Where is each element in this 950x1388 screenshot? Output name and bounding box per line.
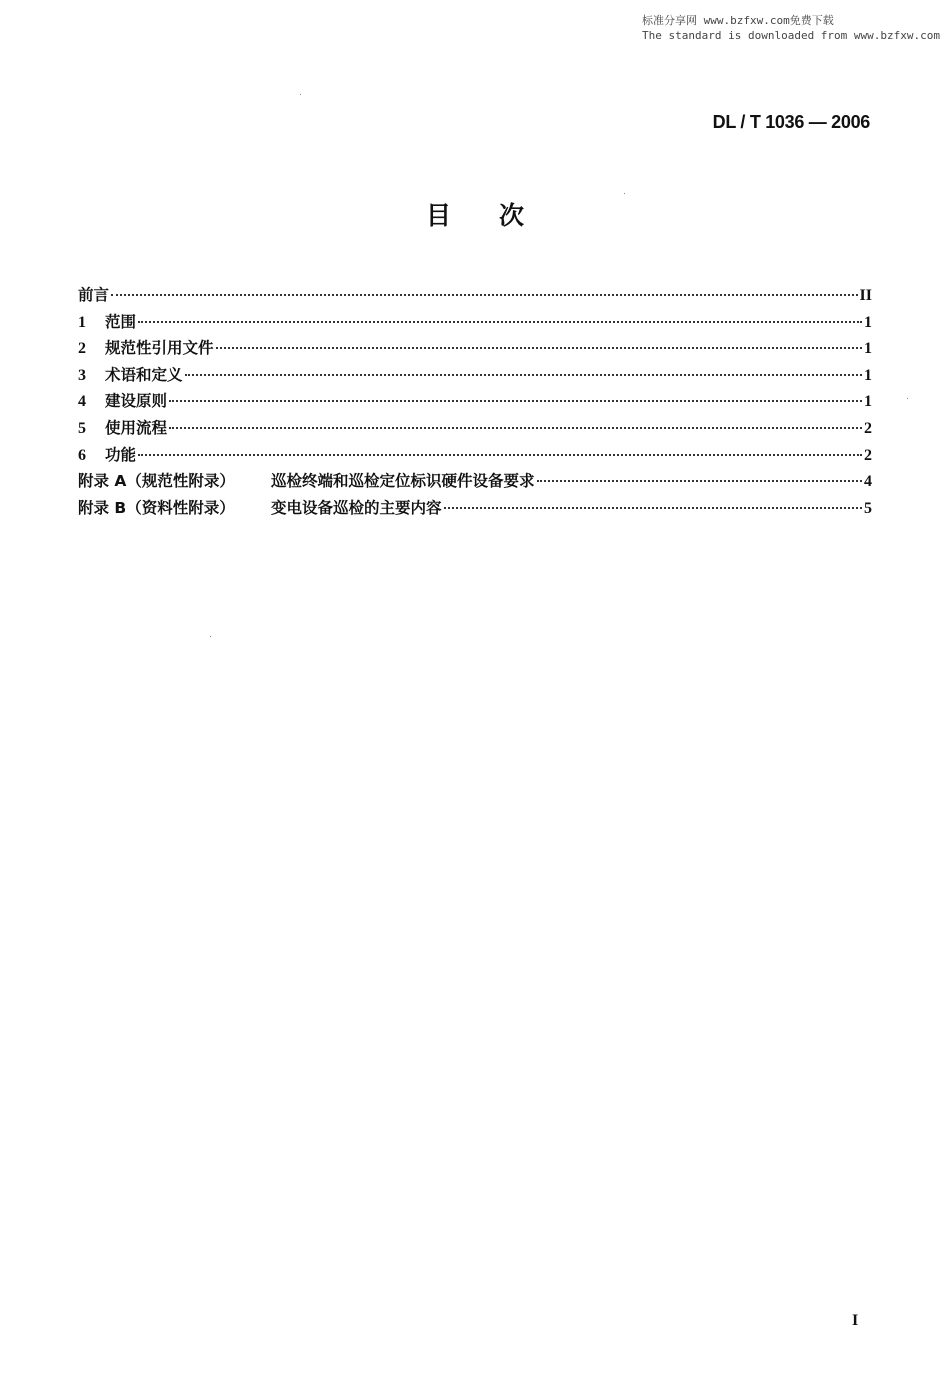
toc-entry-construction-principles[interactable]	[78, 388, 872, 415]
toc-entry-number: 5	[78, 419, 86, 437]
toc-entry-scope[interactable]	[78, 309, 872, 336]
toc-leader-dots	[169, 400, 862, 402]
watermark	[642, 13, 940, 43]
toc-entry-page: 4	[864, 473, 872, 491]
toc-entry-label: 术语和定义	[105, 365, 183, 384]
toc-leader-dots	[444, 507, 862, 509]
toc-entry-page: 1	[864, 366, 872, 384]
scan-speck	[300, 94, 301, 95]
toc-entry-label: 规范性引用文件	[105, 339, 214, 358]
toc-entry-usage-process[interactable]	[78, 415, 872, 442]
toc-leader-dots	[138, 454, 862, 456]
toc-entry-appendix-a[interactable]	[78, 468, 872, 495]
toc-leader-dots	[185, 374, 862, 376]
toc-entry-number: 6	[78, 446, 86, 464]
toc-entry-label: 变电设备巡检的主要内容	[271, 498, 442, 517]
toc-entry-terms-definitions[interactable]	[78, 362, 872, 389]
toc-entry-label: 巡检终端和巡检定位标识硬件设备要求	[271, 472, 535, 491]
toc-leader-dots	[537, 480, 862, 482]
toc-entry-foreword[interactable]	[78, 282, 872, 309]
toc-entry-label: 使用流程	[105, 418, 168, 437]
toc-entry-label: 功能	[105, 445, 137, 464]
scan-speck	[624, 193, 625, 194]
toc-entry-number: 1	[78, 313, 86, 331]
toc-entry-number: 3	[78, 366, 86, 384]
scan-speck	[210, 636, 211, 637]
toc-entry-appendix-b[interactable]	[78, 495, 872, 522]
toc-entry-page: 1	[864, 393, 872, 411]
toc-entry-number: 2	[78, 340, 86, 358]
toc-entry-page: II	[859, 287, 872, 304]
toc-entry-number: 4	[78, 393, 86, 411]
toc-entry-page: 1	[864, 340, 872, 358]
toc-leader-dots	[111, 294, 858, 296]
table-of-contents	[78, 282, 872, 521]
toc-appendix-tag: 附录 B（资料性附录）	[78, 498, 235, 517]
toc-entry-page: 5	[864, 499, 872, 517]
watermark-line-1: 标准分享网 www.bzfxw.com免费下载	[642, 14, 834, 27]
standard-code: DL / T 1036 — 2006	[712, 112, 870, 132]
toc-entry-functions[interactable]	[78, 442, 872, 469]
toc-entry-page: 2	[864, 446, 872, 464]
toc-entry-normative-references[interactable]	[78, 335, 872, 362]
toc-appendix-tag: 附录 A（规范性附录）	[78, 472, 235, 491]
watermark-line-2: The standard is downloaded from www.bzfxw.com	[642, 29, 941, 42]
toc-entry-label: 范围	[105, 312, 137, 331]
toc-entry-page: 2	[864, 419, 872, 437]
toc-leader-dots	[216, 347, 862, 349]
scan-speck	[907, 398, 908, 399]
toc-leader-dots	[169, 427, 862, 429]
toc-leader-dots	[138, 321, 862, 323]
toc-title: 目次	[425, 201, 572, 230]
toc-entry-label: 前言	[78, 286, 110, 304]
page-number: I	[852, 1312, 859, 1329]
toc-entry-page: 1	[864, 313, 872, 331]
toc-entry-label: 建设原则	[105, 392, 168, 411]
